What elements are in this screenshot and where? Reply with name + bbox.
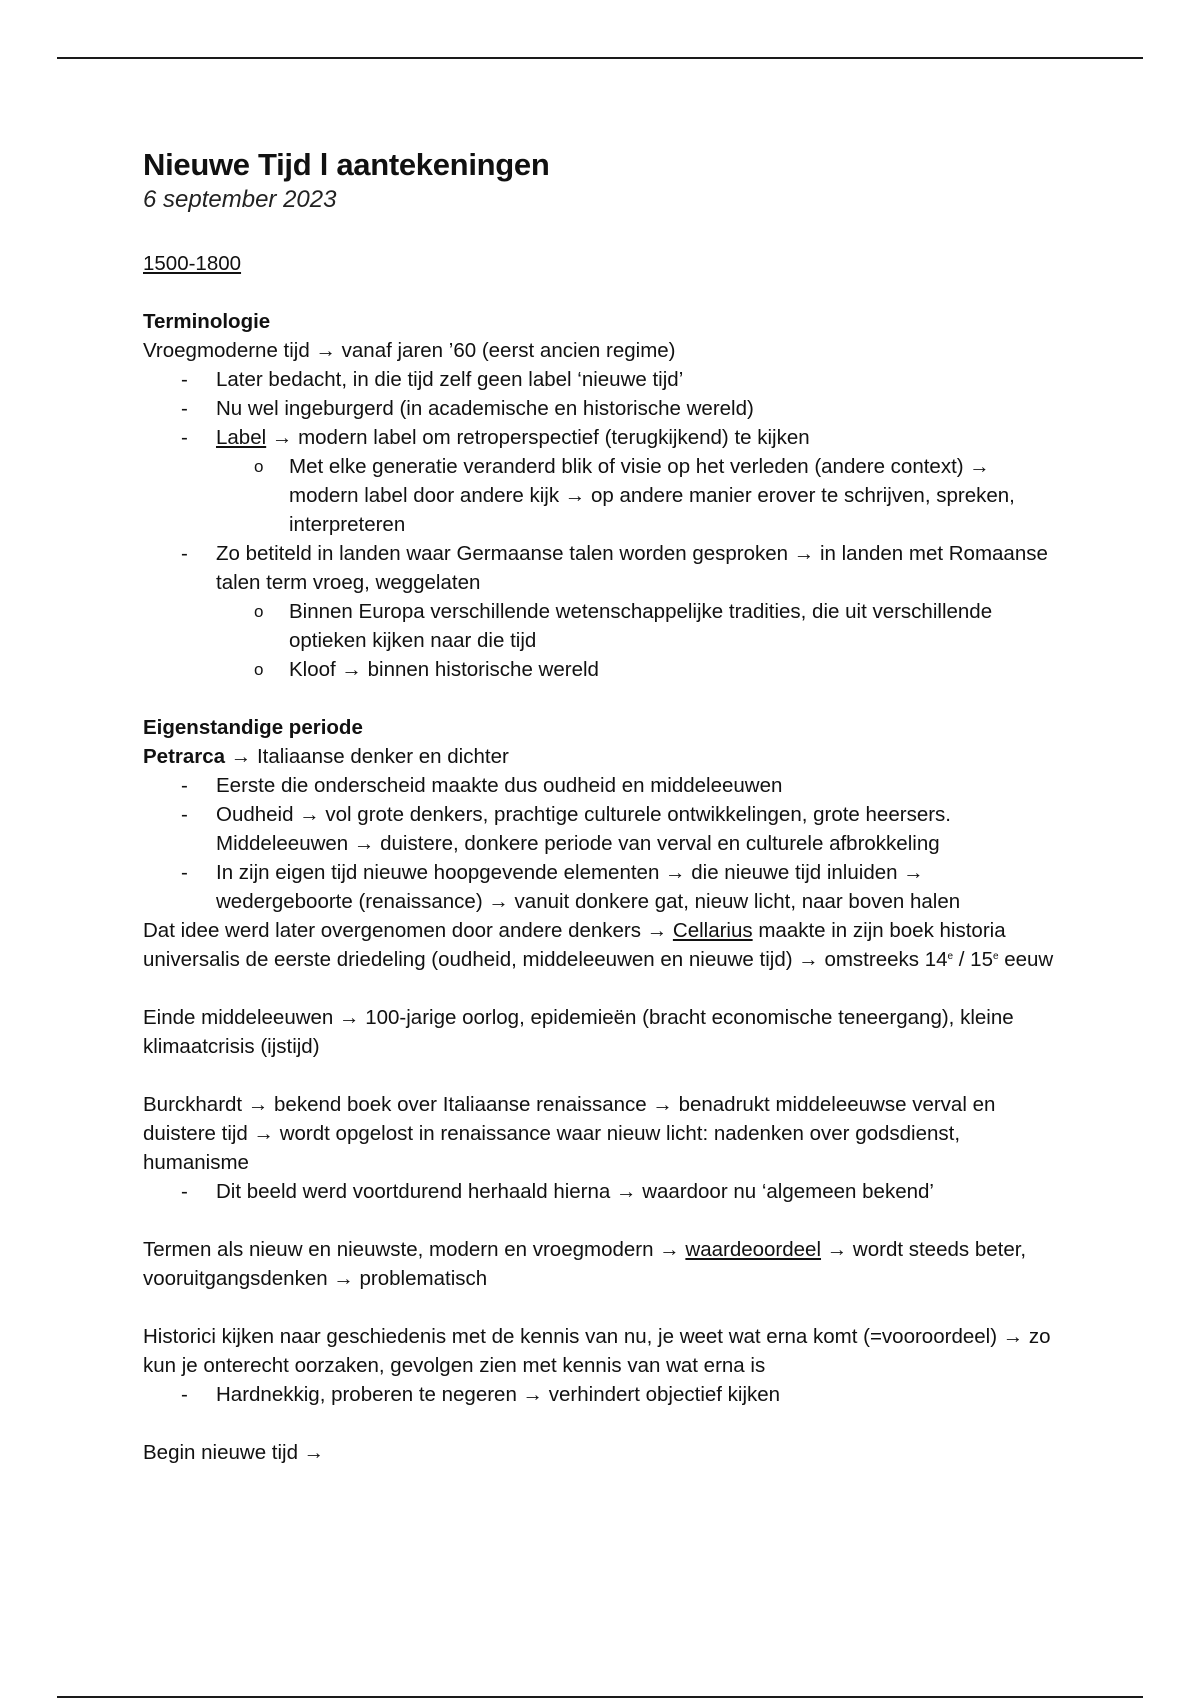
list-item: - Hardnekkig, proberen te negeren → verhindert objectief kijken [143,1380,1063,1409]
document-date: 6 september 2023 [143,186,337,213]
document-body [143,145,1063,1467]
superscript: e [992,951,999,962]
cellarius-text-a: Dat idee werd later overgenomen door andere denkers → [143,919,673,942]
document-title: Nieuwe Tijd l aantekeningen [143,147,550,182]
list-item: - In zijn eigen tijd nieuwe hoopgevende elementen → die nieuwe tijd inluiden → wedergeboorte (renaissance) → vanuit donkere gat, nieuw licht, naar boven halen [143,858,1063,916]
label-sublist [216,452,1063,539]
cellarius-paragraph [143,916,1063,974]
burckhardt-paragraph: Burckhardt → bekend boek over Italiaanse renaissance → benadrukt middeleeuwse verval en duistere tijd → wordt opgelost in renaissance waar nieuw licht: nadenken over godsdienst, humanisme [143,1093,996,1174]
cellarius-name: Cellarius [672,919,753,942]
list-item: o Kloof → binnen historische wereld [216,655,1063,684]
petrarca-name: Petrarca [143,745,226,768]
termen-text-a: Termen als nieuw en nieuwste, modern en vroegmodern → [143,1238,686,1261]
list-item: o Met elke generatie veranderd blik of visie op het verleden (andere context) → modern label door andere kijk → op andere manier erover te schrijven, spreken, interpreteren [216,452,1063,539]
petrarca-line [143,742,1063,771]
termen-paragraph [143,1235,1063,1293]
burckhardt-list [143,1177,1063,1206]
list-item: - Eerste die onderscheid maakte dus oudheid en middeleeuwen [143,771,1063,800]
historici-paragraph: Historici kijken naar geschiedenis met de kennis van nu, je weet wat erna komt (=vooroordeel) → zo kun je onterecht oorzaken, gevolgen zien met kennis van wat erna is [143,1325,1051,1377]
historici-list [143,1380,1063,1409]
waardeoordeel-term: waardeoordeel [685,1238,822,1261]
period-range-text: 1500-1800 [143,252,242,275]
cellarius-text-b: maakte in zijn boek historia universalis de eerste driedeling (oudheid, middeleeuwen en nieuwe tijd) → omstreeks 14 [143,919,1006,971]
label-text: → modern label om retroperspectief (terugkijkend) te kijken [266,426,810,449]
list-item: - Dit beeld werd voortdurend herhaald hierna → waardoor nu ‘algemeen bekend’ [143,1177,1063,1206]
einde-paragraph: Einde middeleeuwen → 100-jarige oorlog, epidemieën (bracht economische teneergang), kleine klimaatcrisis (ijstijd) [143,1006,1014,1058]
list-item: - Nu wel ingeburgerd (in academische en historische wereld) [143,394,1063,423]
list-item-text: Zo betiteld in landen waar Germaanse talen worden gesproken → in landen met Romaanse talen term vroeg, weggelaten [216,542,1048,594]
petrarca-text: → Italiaanse denker en dichter [225,745,509,768]
superscript: e [947,951,954,962]
begin-paragraph: Begin nieuwe tijd → [143,1441,325,1464]
list-item: - Later bedacht, in die tijd zelf geen label ‘nieuwe tijd’ [143,365,1063,394]
heading-terminologie: Terminologie [143,310,271,333]
list-item: - Oudheid → vol grote denkers, prachtige culturele ontwikkelingen, grote heersers. Middeleeuwen → duistere, donkere periode van verval en culturele afbrokkeling [143,800,1063,858]
termen-text-b: → wordt steeds beter, vooruitgangsdenken → problematisch [143,1238,1027,1290]
top-rule [57,57,1143,59]
cellarius-text-c: / 15 [953,948,993,971]
terminologie-list [143,365,1063,684]
cellarius-text-d: eeuw [998,948,1054,971]
list-item [143,539,1063,684]
germaans-sublist [216,597,1063,684]
terminologie-intro: Vroegmoderne tijd → vanaf jaren ’60 (eerst ancien regime) [143,339,676,362]
label-term: Label [216,426,267,449]
list-item [143,423,1063,539]
heading-eigenstandige-periode: Eigenstandige periode [143,716,363,739]
list-item: o Binnen Europa verschillende wetenschappelijke tradities, die uit verschillende optieken kijken naar die tijd [216,597,1063,655]
period-range [143,249,1063,278]
petrarca-list [143,771,1063,916]
bottom-rule [57,1696,1143,1698]
